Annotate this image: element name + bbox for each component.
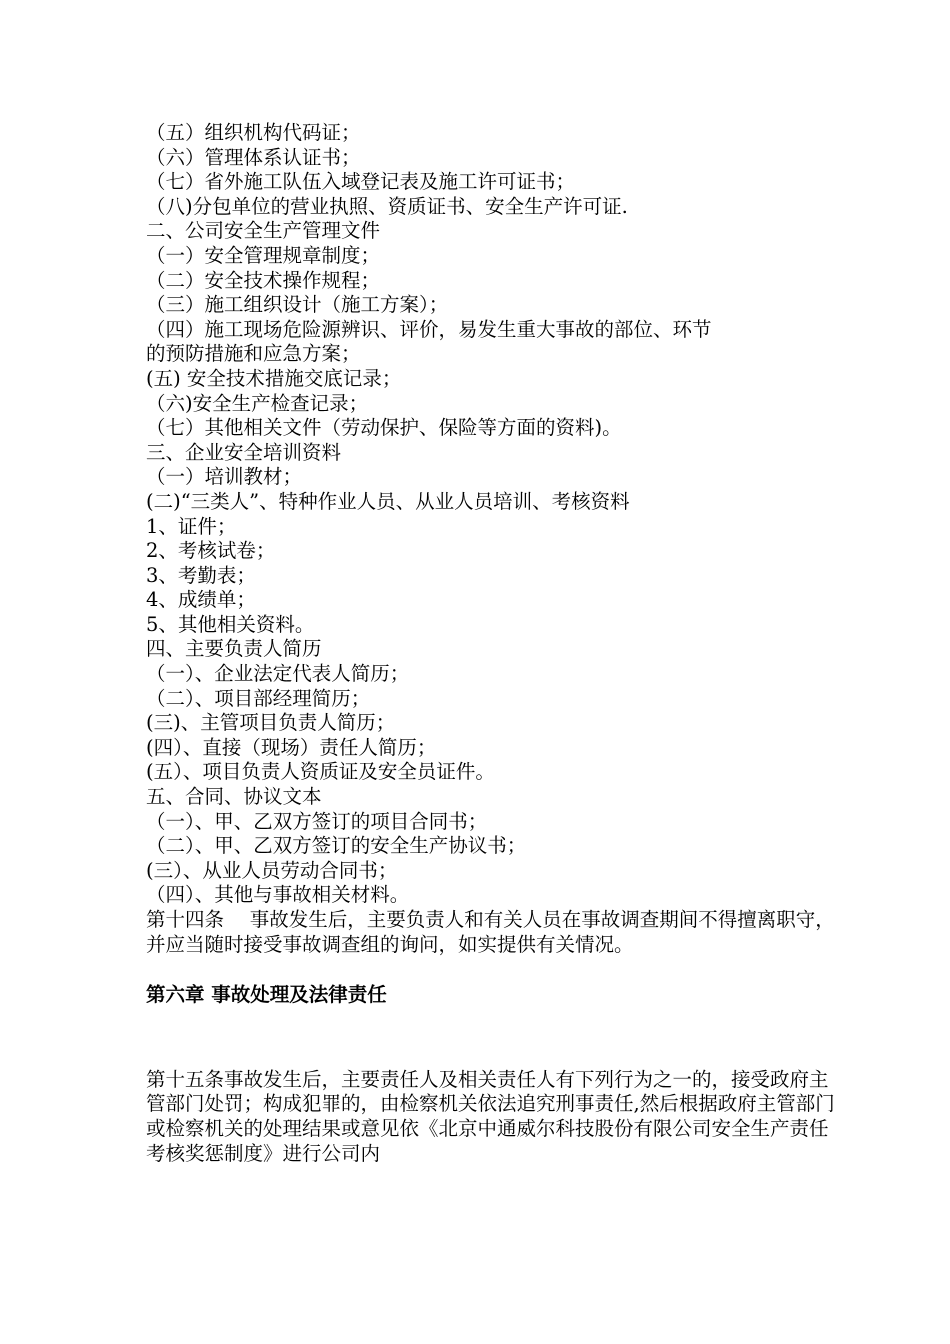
list-item-continuation: 的预防措施和应急方案； xyxy=(146,342,361,366)
list-item: 2、考核试卷； xyxy=(146,539,276,563)
list-item: （四）施工现场危险源辨识、评价，易发生重大事故的部位、环节 xyxy=(146,317,712,341)
list-item: （二）、项目部经理简历； xyxy=(146,686,371,710)
list-item: (五）、项目负责人资质证及安全员证件。 xyxy=(146,760,495,784)
list-item: （八)分包单位的营业执照、资质证书、安全生产许可证. xyxy=(146,194,628,218)
list-item: （六)安全生产检查记录； xyxy=(146,391,369,415)
list-item: （一）、企业法定代表人简历； xyxy=(146,662,410,686)
section-heading-3: 三、企业安全培训资料 xyxy=(146,440,342,464)
list-item: (五) 安全技术措施交底记录； xyxy=(146,366,402,390)
list-item: （七）其他相关文件（劳动保护、保险等方面的资料)。 xyxy=(146,416,622,440)
list-section xyxy=(146,121,846,908)
list-item: （六）管理体系认证书； xyxy=(146,145,361,169)
list-item: 4、成绩单； xyxy=(146,588,256,612)
section-heading-2: 二、公司安全生产管理文件 xyxy=(146,219,381,243)
list-item: （二）安全技术操作规程； xyxy=(146,268,381,292)
list-item: （一）、甲、乙双方签订的项目合同书； xyxy=(146,809,488,833)
list-item: 5、其他相关资料。 xyxy=(146,612,315,636)
list-item: （七）省外施工队伍入域登记表及施工许可证书； xyxy=(146,170,576,194)
list-item: 3、考勤表； xyxy=(146,563,256,587)
list-item: （五）组织机构代码证； xyxy=(146,121,361,144)
list-item: (四）、直接（现场）责任人简历； xyxy=(146,735,437,759)
section-heading-5: 五、合同、协议文本 xyxy=(146,785,322,809)
list-item: (三)、主管项目负责人简历； xyxy=(146,711,396,735)
list-item: 1、证件； xyxy=(146,514,237,538)
article-15-paragraph: 第十五条事故发生后，主要责任人及相关责任人有下列行为之一的，接受政府主管部门处罚；构成犯罪的，由检察机关依法追究刑事责任,然后根据政府主管部门或检察机关的处理结果或意见依《北京中通威尔科技股份有限公司安全生产责任考核奖惩制度》进行公司内 xyxy=(146,1067,835,1165)
list-item: (二)“三类人”、特种作业人员、从业人员培训、考核资料 xyxy=(146,489,630,513)
list-item: （四）、其他与事故相关材料。 xyxy=(146,883,410,907)
article-14-paragraph: 第十四条 事故发生后，主要负责人和有关人员在事故调查期间不得擅离职守，并应当随时接受事故调查组的询问，如实提供有关情况。 xyxy=(146,908,835,956)
list-item: （一）安全管理规章制度； xyxy=(146,243,381,267)
section-heading-4: 四、主要负责人简历 xyxy=(146,637,322,661)
list-item: （二）、甲、乙双方签订的安全生产协议书； xyxy=(146,834,527,858)
chapter-6-title: 第六章 事故处理及法律责任 xyxy=(146,983,387,1007)
list-item: (三）、从业人员劳动合同书； xyxy=(146,858,398,882)
list-item: （三）施工组织设计（施工方案）； xyxy=(146,293,449,317)
list-item: （一）培训教材； xyxy=(146,465,303,489)
document-page xyxy=(146,121,846,1166)
